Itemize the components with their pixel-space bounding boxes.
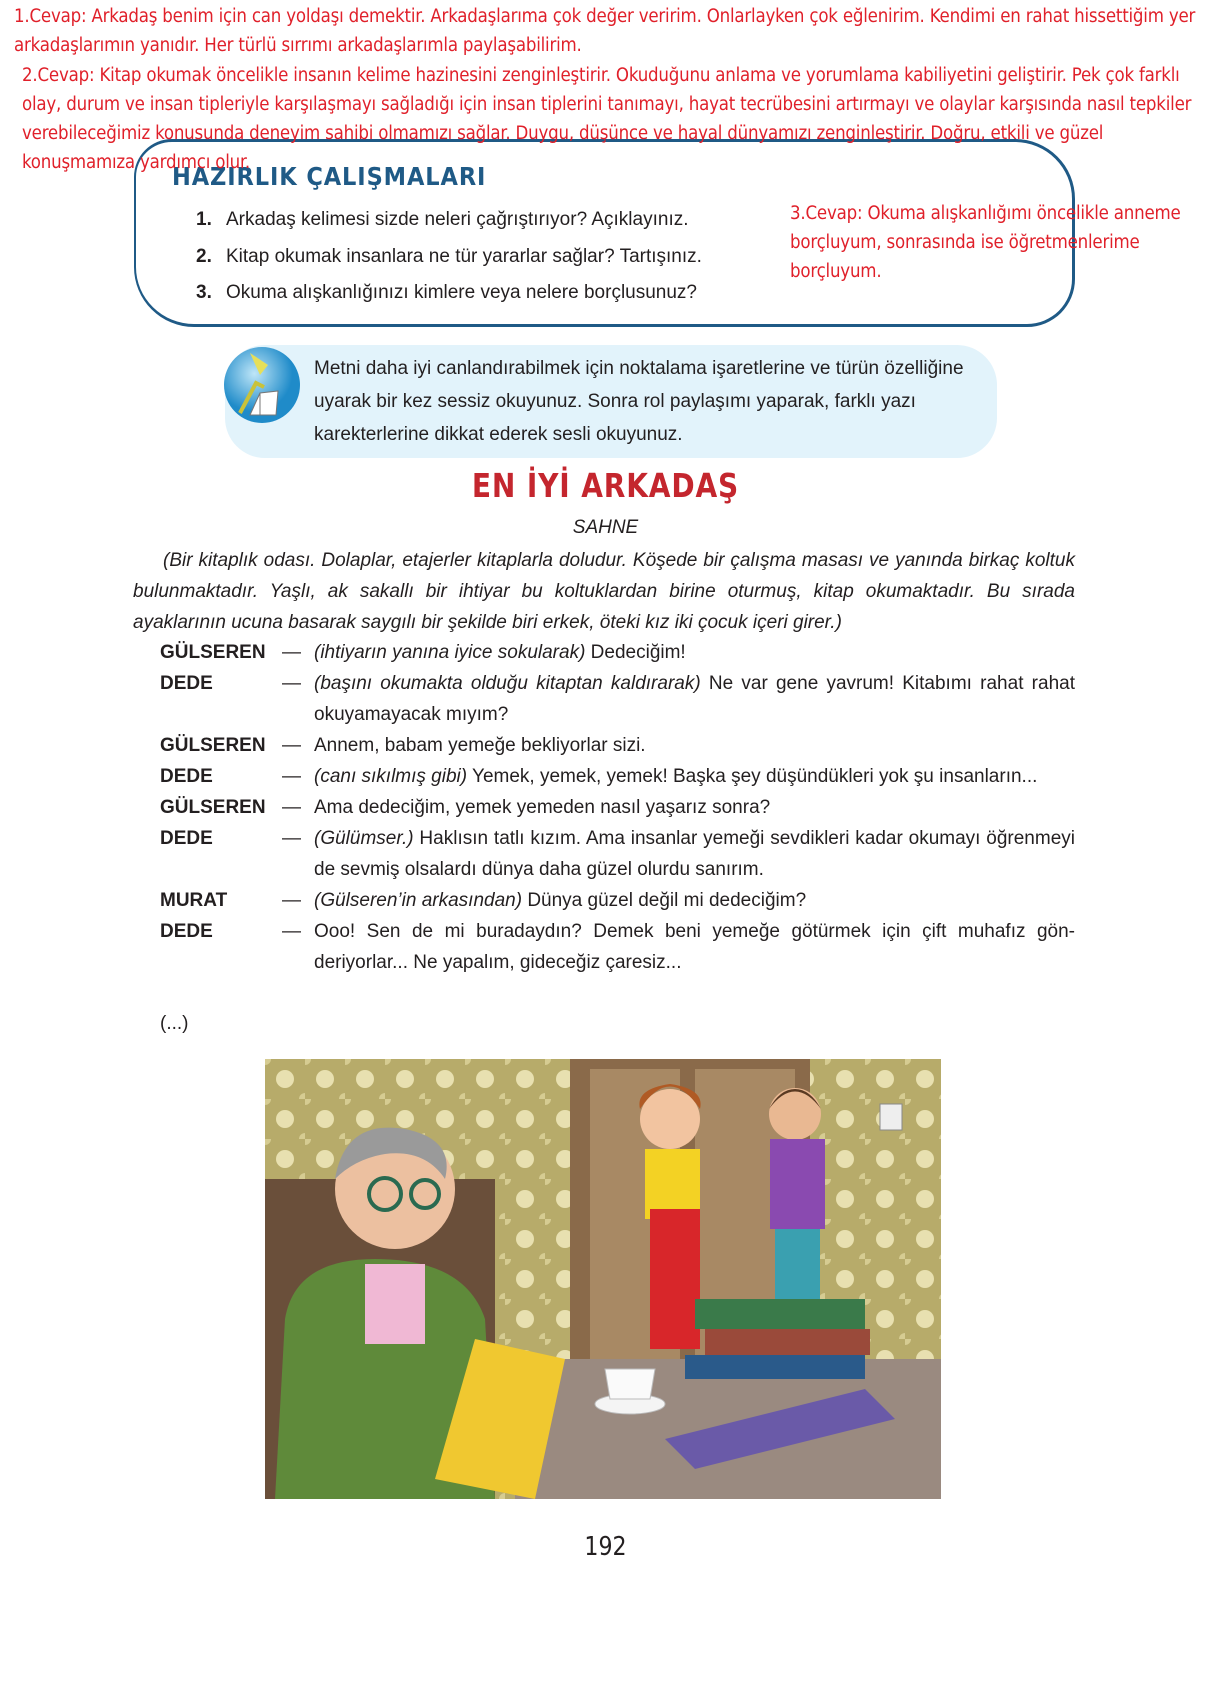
dialog-line — [160, 792, 1075, 823]
answer-3: 3.Cevap: Okuma alışkanlığımı öncelikle anneme borçluyum, sonrasında ise öğretmenlerime borçluyum. — [790, 203, 1181, 282]
dialog-direction: (başını okumakta olduğu kitaptan kaldırarak) — [314, 673, 701, 694]
dash: — — [282, 642, 301, 663]
ellipsis: (...) — [160, 1013, 189, 1034]
dialog-text — [314, 668, 1075, 730]
dialog-direction: (Gülseren’in arkasından) — [314, 890, 523, 911]
dialog-speech: Dedeciğim! — [585, 642, 686, 663]
preparation-title: HAZIRLIK ÇALIŞMALARI — [172, 162, 487, 191]
question-text: Okuma alışkanlığınızı kimlere veya nelere borçlusunuz? — [226, 282, 698, 303]
dialog-line — [160, 730, 1075, 761]
story-title: EN İYİ ARKADAŞ — [471, 466, 740, 505]
question-text: Arkadaş kelimesi sizde neleri çağrıştırıyor? Açıklayınız. — [226, 209, 689, 230]
dash: — — [282, 828, 301, 849]
question-number: 3. — [196, 282, 212, 303]
dialog-direction: (Gülümser.) — [314, 828, 414, 849]
answer-2: 2.Cevap: Kitap okumak öncelikle insanın kelime hazinesini zenginleştirir. Okuduğunu anlama ve yorumlama kabiliyetini geliştirir. Pek çok farklı olay, durum ve insan tipleriyle karşılaşmayı sağladığı için insan tiplerini tanımayı, hayat tecrübesini artırmayı ve olaylar karşısında nasıl tepkiler verebileceğimiz konusunda deneyim sahibi olmamızı sağlar. Duygu, düşünce ve hayal dünyamızı zenginleştirir. Doğru, etkili ve güzel konuşmamıza yardımcı olur. — [22, 65, 1192, 173]
dash: — — [282, 766, 301, 787]
info-text: Metni daha iyi canlandırabilmek için noktalama işaretlerine ve türün özelliğine uyarak bir kez sessiz okuyunuz. Sonra rol paylaşımı yaparak, farklı yazı karekterlerine dikkat ederek sesli okuyunuz. — [314, 358, 964, 445]
dialog-speech: Yemek, yemek, yemek! Başka şey düşündükleri yok şu insanların... — [467, 766, 1038, 787]
dialog-text — [314, 637, 1075, 668]
dialog-text — [314, 761, 1075, 792]
dash: — — [282, 673, 301, 694]
dash: — — [282, 921, 301, 942]
dialog-direction: (canı sıkılmış gibi) — [314, 766, 468, 787]
answer-1: 1.Cevap: Arkadaş benim için can yoldaşı demektir. Arkadaşlarıma çok değer veririm. Onlarlayken çok eğlenirim. Kendimi en rahat hissettiğim yer arkadaşlarımın yanıdır. Her türlü sırrımı arkadaşlarımla paylaşabilirim. — [14, 6, 1196, 56]
dialog-speech: Ooo! Sen de mi buradaydın? Demek beni yemeğe götürmek için çift muhafız gönderiyorlar... Ne yapalım, gideceğiz çaresiz... — [314, 921, 1075, 973]
dialog-line — [160, 823, 1075, 885]
dialog-line — [160, 668, 1075, 730]
dialog-speech: Dünya güzel değil mi dedeciğim? — [522, 890, 807, 911]
dash: — — [282, 890, 301, 911]
dialog-speech: Haklısın tatlı kızım. Ama insanlar yemeği sevdikleri kadar okumayı öğrenmeyi de sevmiş olsalardı dünya daha güzel olurdu sanırım. — [314, 828, 1075, 880]
dialog-line — [160, 761, 1075, 792]
dialog-speech: Ne var gene yavrum! Kitabımı rahat rahat okuyamayacak mıyım? — [314, 673, 1075, 725]
question-3 — [196, 282, 697, 304]
dash: — — [282, 735, 301, 756]
speaker-name: DEDE — [160, 828, 213, 849]
scene-label: SAHNE — [572, 517, 639, 538]
question-2 — [196, 246, 702, 268]
dialog-line — [160, 916, 1075, 978]
dialog-text — [314, 792, 1075, 823]
dash: — — [282, 797, 301, 818]
dialog-speech: Ama dedeciğim, yemek yemeden nasıl yaşarız sonra? — [314, 797, 771, 818]
illustration — [265, 1059, 941, 1499]
question-number: 2. — [196, 246, 212, 267]
speaker-name: GÜLSEREN — [160, 735, 266, 756]
speaker-name: DEDE — [160, 921, 213, 942]
dialog-line — [160, 885, 1075, 916]
dialog-text — [314, 916, 1075, 978]
speaker-name: DEDE — [160, 766, 213, 787]
dialog-line — [160, 637, 1075, 668]
dialog-speech: Annem, babam yemeğe bekliyorlar sizi. — [314, 735, 646, 756]
speaker-name: MURAT — [160, 890, 228, 911]
question-text: Kitap okumak insanlara ne tür yararlar sağlar? Tartışınız. — [226, 246, 702, 267]
speaker-name: GÜLSEREN — [160, 642, 266, 663]
dialog-direction: (ihtiyarın yanına iyice sokularak) — [314, 642, 586, 663]
speaker-name: GÜLSEREN — [160, 797, 266, 818]
lamp-book-icon — [220, 343, 300, 425]
question-1 — [196, 209, 689, 231]
speaker-name: DEDE — [160, 673, 213, 694]
stage-direction: (Bir kitaplık odası. Dolaplar, etajerler kitaplarla doludur. Köşede bir çalışma masası ve yanında birkaç koltuk bulunmaktadır. Yaşlı, ak sakallı bir ihtiyar bu koltuklardan birine oturmuş, kitap okumaktadır. Bu sırada ayaklarının ucuna basarak saygılı bir şekilde biri erkek, öteki kız iki çocuk içeri girer.) — [133, 550, 1075, 633]
question-number: 1. — [196, 209, 212, 230]
dialog — [160, 637, 1075, 978]
dialog-text — [314, 730, 1075, 761]
dialog-text — [314, 885, 1075, 916]
page-number: 192 — [584, 1532, 627, 1562]
dialog-text — [314, 823, 1075, 885]
